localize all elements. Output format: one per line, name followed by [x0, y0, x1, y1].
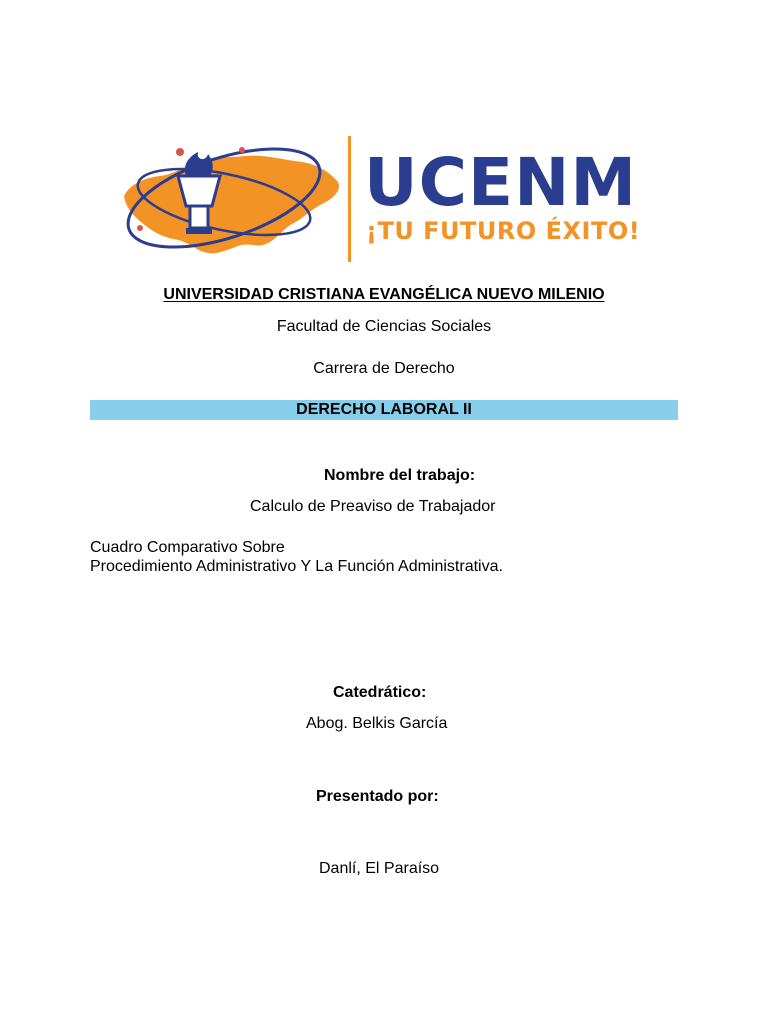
work-description	[90, 538, 503, 576]
description-line: Procedimiento Administrativo Y La Función Administrativa.	[90, 558, 503, 575]
honduras-map-torch-icon	[116, 132, 346, 268]
course-title-bar: DERECHO LABORAL II	[90, 400, 678, 420]
logo-divider	[348, 136, 351, 262]
university-logo	[116, 132, 656, 268]
university-name: UNIVERSIDAD CRISTIANA EVANGÉLICA NUEVO MILENIO	[163, 286, 605, 303]
brand-slogan: ¡TU FUTURO ÉXITO!	[366, 217, 641, 245]
description-line: Cuadro Comparativo Sobre	[90, 539, 285, 556]
brand-name: UCENM	[364, 144, 638, 221]
location: Danlí, El Paraíso	[319, 860, 440, 877]
teacher-name: Abog. Belkis García	[306, 715, 448, 732]
work-title: Calculo de Preaviso de Trabajador	[250, 498, 496, 515]
presented-by-heading: Presentado por:	[316, 788, 439, 805]
teacher-heading: Catedrático:	[333, 684, 427, 701]
faculty-name: Facultad de Ciencias Sociales	[276, 318, 492, 335]
career-name: Carrera de Derecho	[313, 360, 455, 377]
work-name-heading: Nombre del trabajo:	[324, 467, 476, 484]
